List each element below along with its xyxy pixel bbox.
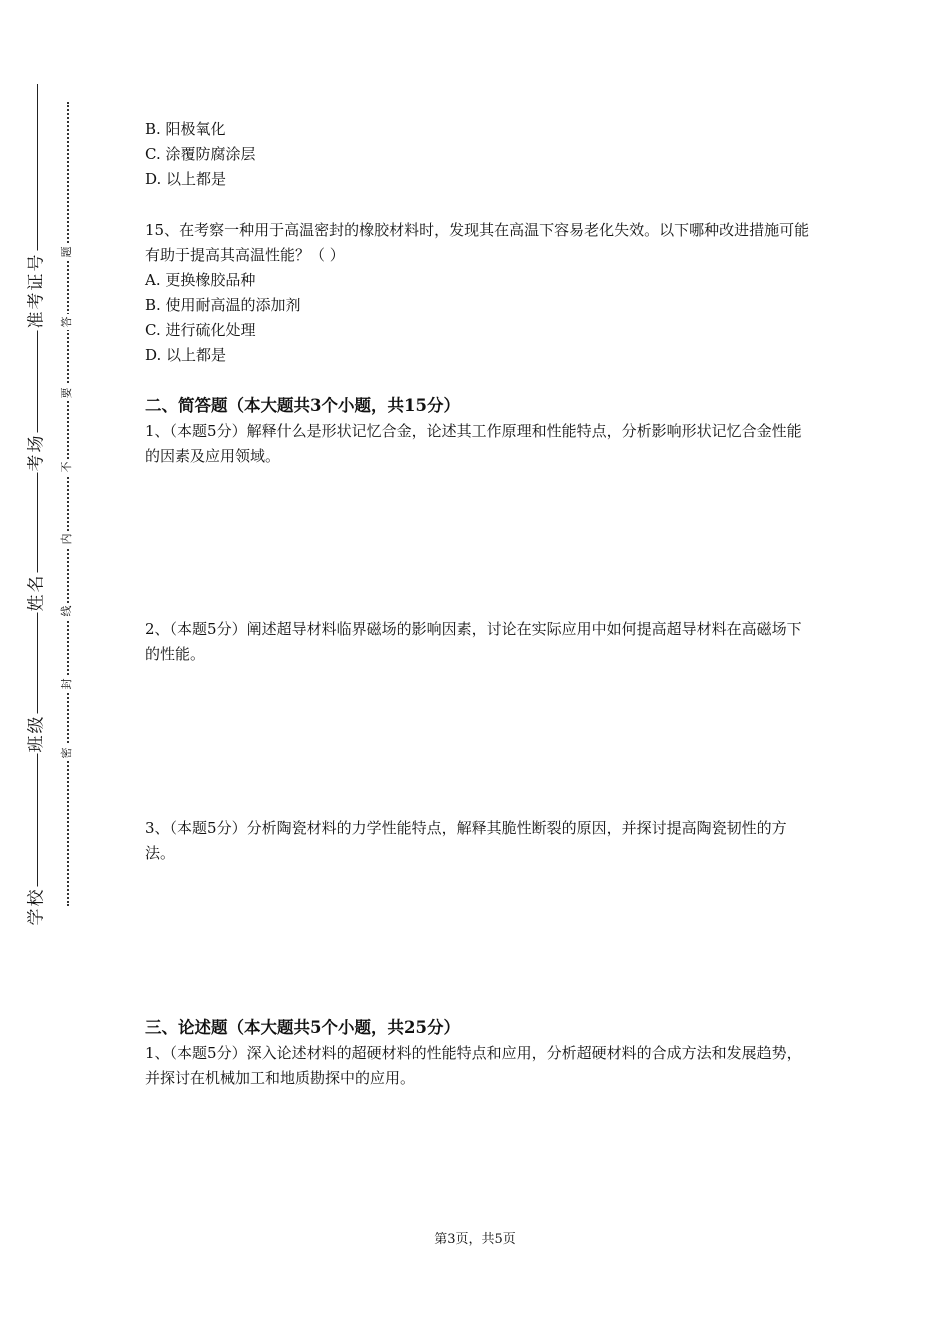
binding-solid-line bbox=[37, 84, 38, 916]
option-item: B. 使用耐高温的添加剂 bbox=[145, 296, 301, 314]
question-item: 1、（本题5分）解释什么是形状记忆合金，论述其工作原理和性能特点，分析影响形状记忆合金性能的因素及应用领域。 bbox=[145, 422, 802, 465]
option-item: D. 以上都是 bbox=[145, 170, 227, 188]
page-number: 第3页，共5页 bbox=[434, 1232, 516, 1247]
seal-char: 题 bbox=[59, 244, 75, 260]
question-15 bbox=[145, 218, 810, 368]
section-heading: 二、简答题（本大题共3个小题，共15分） bbox=[145, 396, 460, 415]
seal-char: 要 bbox=[59, 385, 75, 401]
section-short-answer bbox=[145, 393, 810, 469]
section-heading: 三、论述题（本大题共5个小题，共25分） bbox=[145, 1018, 460, 1037]
seal-char: 答 bbox=[59, 314, 75, 330]
short-answer-q2 bbox=[145, 617, 810, 667]
seal-char: 不 bbox=[59, 459, 75, 475]
question-stem: 15、在考察一种用于高温密封的橡胶材料时，发现其在高温下容易老化失效。以下哪种改进措施可能有助于提高其高温性能？（ ） bbox=[145, 221, 810, 264]
field-label-school: 学校 bbox=[26, 887, 47, 926]
question-item: 2、（本题5分）阐述超导材料临界磁场的影响因素，讨论在实际应用中如何提高超导材料在高磁场下的性能。 bbox=[145, 620, 802, 663]
seal-char: 线 bbox=[59, 603, 75, 619]
seal-char: 封 bbox=[59, 676, 75, 692]
seal-char: 密 bbox=[59, 745, 75, 761]
section-essay bbox=[145, 1015, 810, 1091]
option-item: D. 以上都是 bbox=[145, 346, 227, 364]
binding-margin bbox=[0, 0, 110, 1344]
question-item: 1、（本题5分）深入论述材料的超硬材料的性能特点和应用，分析超硬材料的合成方法和发展趋势，并探讨在机械加工和地质勘探中的应用。 bbox=[145, 1044, 802, 1087]
option-item: C. 涂覆防腐涂层 bbox=[145, 145, 256, 163]
field-label-class: 班级 bbox=[26, 714, 47, 753]
field-label-exam-room: 考场 bbox=[26, 433, 47, 472]
seal-dotted-line bbox=[67, 102, 69, 906]
field-label-name: 姓名 bbox=[26, 573, 47, 612]
option-item: C. 进行硫化处理 bbox=[145, 321, 256, 339]
seal-char: 内 bbox=[59, 531, 75, 547]
question-item: 3、（本题5分）分析陶瓷材料的力学性能特点，解释其脆性断裂的原因，并探讨提高陶瓷韧性的方法。 bbox=[145, 819, 787, 862]
option-item: B. 阳极氧化 bbox=[145, 120, 226, 138]
q14-options bbox=[145, 117, 810, 192]
field-label-exam-id: 准考证号 bbox=[26, 252, 47, 329]
short-answer-q3 bbox=[145, 816, 810, 866]
option-item: A. 更换橡胶品种 bbox=[145, 271, 256, 289]
